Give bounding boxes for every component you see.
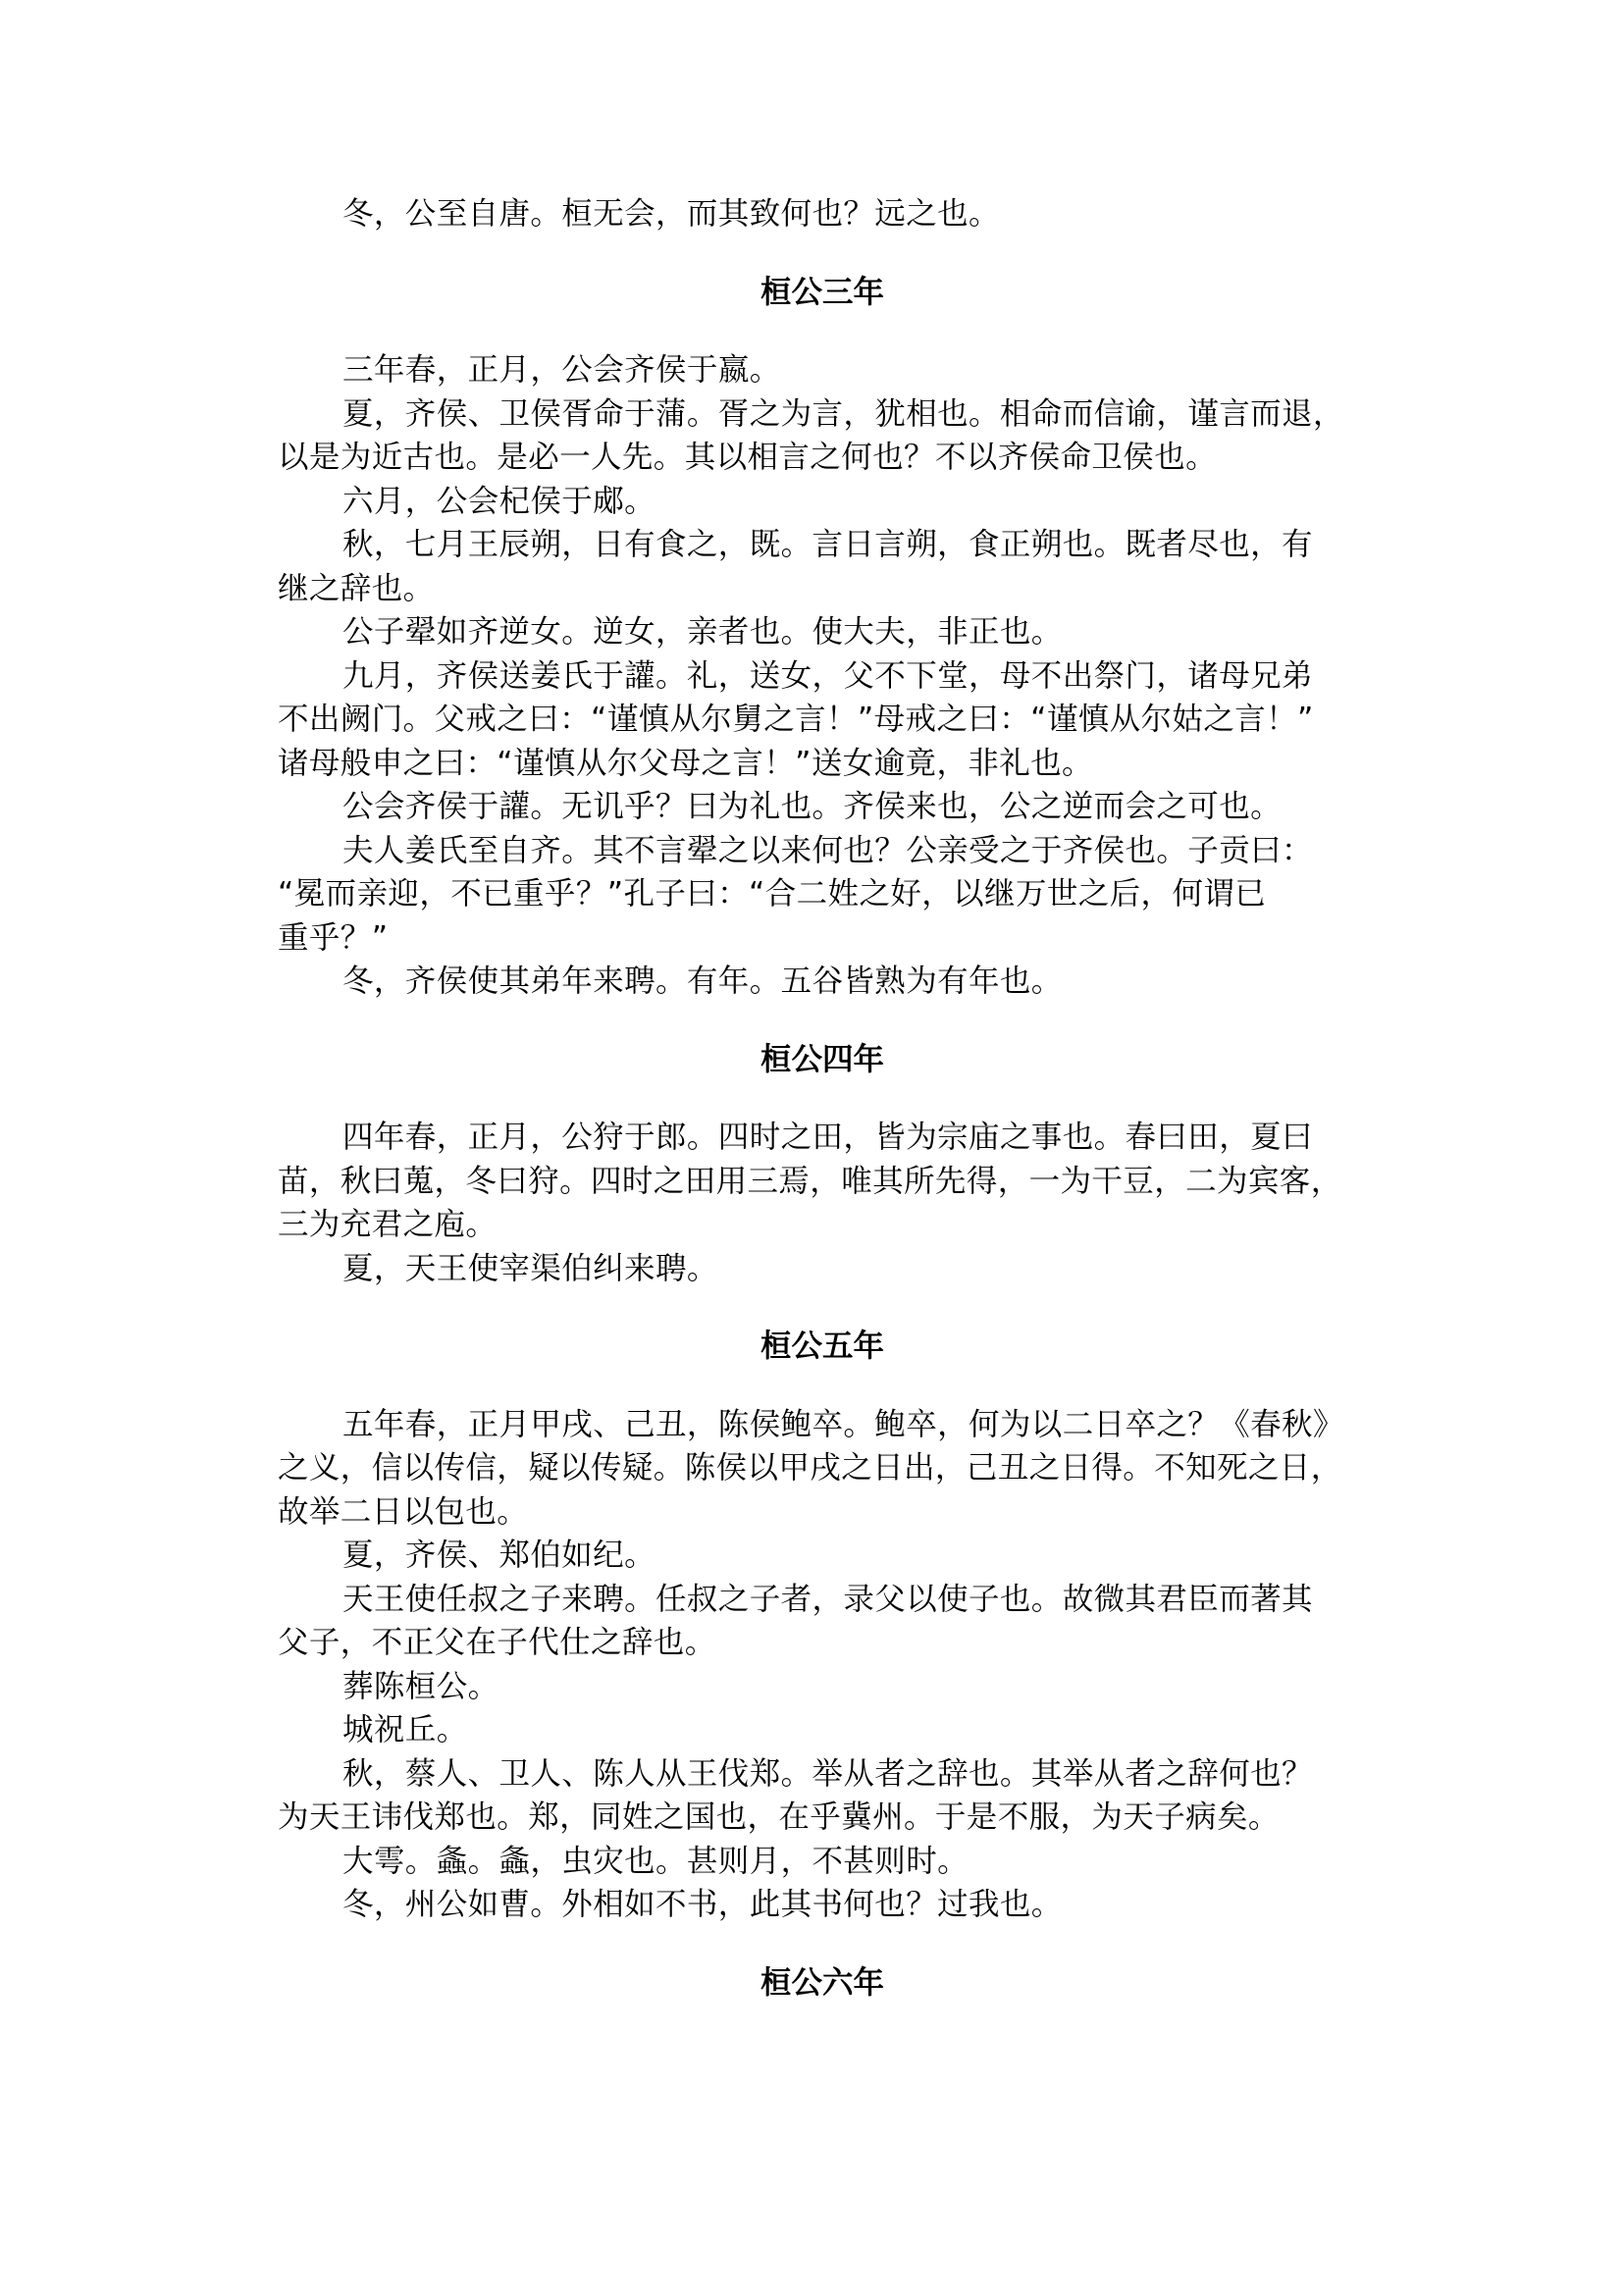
paragraph-line: 之义，信以传信，疑以传疑。陈侯以甲戌之日出，己丑之日得。不知死之日， xyxy=(278,1450,1342,1486)
paragraph-line: 冬，公至自唐。桓无会，而其致何也？远之也。 xyxy=(342,196,1000,232)
paragraph-line: 公会齐侯于讙。无讥乎？曰为礼也。齐侯来也，公之逆而会之可也。 xyxy=(342,789,1283,824)
paragraph-line: 夫人姜氏至自齐。其不言翚之以来何也？公亲受之于齐侯也。子贡曰： xyxy=(342,832,1313,868)
paragraph-line: 父子，不正父在子代仕之辞也。 xyxy=(278,1625,716,1660)
document-body xyxy=(278,192,1367,2005)
section-huan-4 xyxy=(278,1038,1367,1291)
paragraph-line: 六月，公会杞侯于郕。 xyxy=(342,483,656,519)
paragraph-line: 大雩。螽。螽，虫灾也。甚则月，不甚则时。 xyxy=(342,1843,969,1879)
paragraph-line: 重乎？” xyxy=(278,919,389,956)
paragraph-line: 葬陈桓公。 xyxy=(342,1668,499,1704)
paragraph-line: 天王使任叔之子来聘。任叔之子者，录父以使子也。故微其君臣而著其 xyxy=(342,1581,1313,1617)
paragraph-line: 为天王讳伐郑也。郑，同姓之国也，在乎冀州。于是不服，为天子病矣。 xyxy=(278,1799,1280,1835)
paragraph-line: 城祝丘。 xyxy=(342,1712,468,1747)
section-huan-3 xyxy=(278,271,1367,1004)
paragraph-line: 三为充君之庖。 xyxy=(278,1207,498,1242)
section-heading: 桓公三年 xyxy=(760,274,884,310)
paragraph-line: 秋，蔡人、卫人、陈人从王伐郑。举从者之辞也。其举从者之辞何也？ xyxy=(342,1755,1313,1792)
paragraph-line: “冕而亲迎，不已重乎？”孔子曰：“合二姓之好，以继万世之后，何谓已 xyxy=(278,876,1267,912)
paragraph-line: 三年春，正月，公会齐侯于嬴。 xyxy=(342,352,781,388)
section-huan-2-end xyxy=(278,192,1367,236)
paragraph-line: 九月，齐侯送姜氏于讙。礼，送女，父不下堂，母不出祭门，诸母兄弟 xyxy=(342,657,1313,694)
paragraph-line: 夏，天王使宰渠伯纠来聘。 xyxy=(342,1250,718,1286)
paragraph-line: 故举二日以包也。 xyxy=(278,1493,529,1530)
paragraph-line: 苗，秋曰蒐，冬曰狩。四时之田用三焉，唯其所先得，一为干豆，二为宾客， xyxy=(278,1163,1342,1199)
section-heading: 桓公六年 xyxy=(760,1964,884,2001)
section-heading: 桓公四年 xyxy=(760,1041,884,1077)
paragraph-line: 公子翚如齐逆女。逆女，亲者也。使大夫，非正也。 xyxy=(342,614,1063,650)
section-huan-6 xyxy=(278,1961,1367,2006)
paragraph-line: 夏，齐侯、卫侯胥命于蒲。胥之为言，犹相也。相命而信谕，谨言而退， xyxy=(342,395,1344,432)
paragraph-line: 冬，州公如曹。外相如不书，此其书何也？过我也。 xyxy=(342,1887,1063,1922)
paragraph-line: 不出阙门。父戒之曰：“谨慎从尔舅之言！”母戒之曰：“谨慎从尔姑之言！” xyxy=(278,702,1314,737)
paragraph-line: 四年春，正月，公狩于郎。四时之田，皆为宗庙之事也。春曰田，夏曰 xyxy=(342,1120,1313,1155)
section-huan-5 xyxy=(278,1325,1367,1927)
paragraph-line: 继之辞也。 xyxy=(278,570,435,606)
section-heading: 桓公五年 xyxy=(760,1329,884,1364)
paragraph-line: 夏，齐侯、郑伯如纪。 xyxy=(342,1538,656,1573)
paragraph-line: 秋，七月王辰朔，日有食之，既。言日言朔，食正朔也。既者尽也，有 xyxy=(342,527,1313,562)
paragraph-line: 诸母般申之曰：“谨慎从尔父母之言！”送女逾竟，非礼也。 xyxy=(278,745,1093,781)
paragraph-line: 以是为近古也。是必一人先。其以相言之何也？不以齐侯命卫侯也。 xyxy=(278,440,1218,475)
paragraph-line: 五年春，正月甲戌、己丑，陈侯鲍卒。鲍卒，何为以二日卒之？《春秋》 xyxy=(342,1406,1344,1442)
paragraph-line: 冬，齐侯使其弟年来聘。有年。五谷皆熟为有年也。 xyxy=(342,964,1063,999)
